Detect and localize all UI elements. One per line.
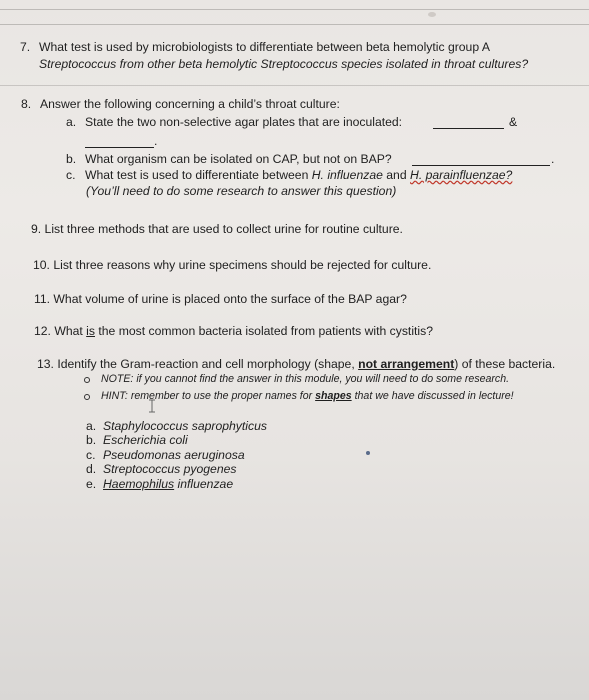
- top-rule-2: [0, 24, 589, 25]
- q13-item-b: Escherichia coli: [103, 433, 188, 447]
- q9-text: 9. List three methods that are used to collect urine for routine culture.: [31, 222, 403, 236]
- q13-item-b-label: b.: [86, 433, 97, 447]
- q13-item-a-label: a.: [86, 419, 97, 433]
- hint-bullet-icon: [84, 394, 90, 400]
- q13-item-e: Haemophilus influenzae: [103, 477, 234, 491]
- q8a-period: .: [154, 134, 158, 148]
- q13-item-c: Pseudomonas aeruginosa: [103, 448, 245, 462]
- q13-item-d: Streptococcus pyogenes: [103, 462, 237, 476]
- q8a-label: a.: [66, 115, 77, 129]
- q13-item-d-label: d.: [86, 462, 97, 476]
- q13-item-e-label: e.: [86, 477, 97, 491]
- q8b-text: What organism can be isolated on CAP, but not on BAP?: [85, 152, 392, 166]
- q7-line1: What test is used by microbiologists to differentiate between beta hemolytic group A: [39, 40, 490, 54]
- q8-number: 8.: [21, 97, 32, 111]
- q8a-answer-blank-1[interactable]: [433, 117, 504, 129]
- q8a-text: State the two non-selective agar plates that are inoculated:: [85, 115, 403, 129]
- section-rule: [0, 85, 589, 86]
- q13-item-a: Staphylococcus saprophyticus: [103, 419, 267, 433]
- q7-line2: Streptococcus from other beta hemolytic Streptococcus species isolated in throat cultures?: [39, 57, 529, 71]
- q13-text: 13. Identify the Gram-reaction and cell morphology (shape, not arrangement) of these bacteria.: [37, 357, 556, 371]
- q8-text: Answer the following concerning a child’s throat culture:: [40, 97, 340, 111]
- q7-number: 7.: [20, 40, 31, 54]
- q13-item-c-label: c.: [86, 448, 96, 462]
- text-cursor-icon: [148, 399, 156, 413]
- note-bullet-icon: [84, 377, 90, 383]
- q8b-period: .: [551, 152, 555, 166]
- q10-text: 10. List three reasons why urine specimens should be rejected for culture.: [33, 258, 432, 272]
- q8c-label: c.: [66, 168, 76, 182]
- q13-hint: HINT: remember to use the proper names for shapes that we have discussed in lecture!: [101, 390, 514, 402]
- top-rule: [0, 9, 589, 10]
- q8c-text: What test is used to differentiate between H. influenzae and H. parainfluenzae?: [85, 168, 513, 182]
- q12-text: 12. What is the most common bacteria isolated from patients with cystitis?: [34, 324, 433, 338]
- paper-mark: [428, 12, 436, 17]
- q8c-note: (You’ll need to do some research to answer this question): [86, 184, 397, 198]
- blue-dot-mark: [366, 451, 370, 455]
- q13-note: NOTE: if you cannot find the answer in this module, you will need to do some research.: [101, 373, 510, 385]
- q8b-label: b.: [66, 152, 77, 166]
- q8a-ampersand: &: [509, 115, 518, 129]
- q8a-answer-blank-2[interactable]: [85, 136, 154, 148]
- q11-text: 11. What volume of urine is placed onto the surface of the BAP agar?: [34, 292, 407, 306]
- q8b-answer-blank[interactable]: [412, 154, 550, 166]
